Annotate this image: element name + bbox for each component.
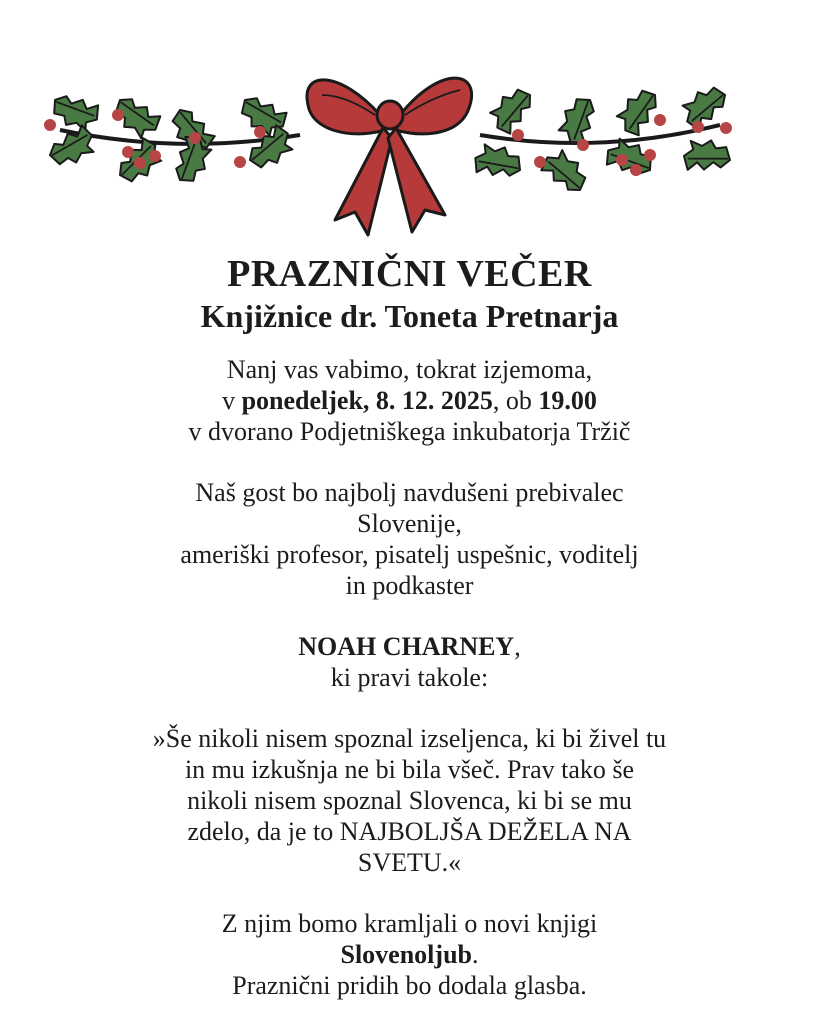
- page-subtitle: Knjižnice dr. Toneta Pretnarja: [200, 298, 619, 334]
- guest-intro-paragraph: [0, 477, 819, 601]
- invite-paragraph: [0, 354, 819, 447]
- closing-line: Z njim bomo kramljali o novi knjigi: [221, 909, 598, 938]
- quote-paragraph: [0, 723, 819, 878]
- invite-day: ponedeljek,: [241, 386, 370, 415]
- holly-garland-icon: [0, 60, 819, 240]
- invite-prefix: v: [222, 386, 242, 415]
- book-title: Slovenoljub: [340, 940, 472, 969]
- closing-line: Praznični pridih bo dodala glasba.: [232, 971, 587, 1000]
- quote-line: nikoli nisem spoznal Slovenca, ki bi se mu: [187, 786, 632, 815]
- invite-venue: v dvorano Podjetniškega inkubatorja Tržič: [188, 417, 631, 446]
- page-title: PRAZNIČNI VEČER: [227, 253, 592, 295]
- book-title-suffix: .: [472, 940, 479, 969]
- guest-intro-line: Naš gost bo najbolj navdušeni prebivalec: [195, 478, 624, 507]
- closing-paragraph: [0, 908, 819, 1001]
- guest-paragraph: [0, 631, 819, 693]
- guest-name-suffix: ,: [514, 632, 521, 661]
- guest-intro-line: in podkaster: [345, 571, 474, 600]
- book-title-line: [0, 939, 819, 970]
- red-bow-icon: [307, 78, 472, 235]
- guest-intro-line: ameriški profesor, pisatelj uspešnic, voditelj: [180, 540, 639, 569]
- quote-line: in mu izkušnja ne bi bila všeč. Prav tako še: [184, 755, 635, 784]
- quote-line: »Še nikoli nisem spoznal izseljenca, ki bi živel tu: [152, 724, 667, 753]
- invite-mid: , ob: [492, 386, 539, 415]
- invite-time: 19.00: [538, 386, 597, 415]
- invite-line: Nanj vas vabimo, tokrat izjemoma,: [226, 355, 593, 384]
- guest-intro-line: Slovenije,: [357, 509, 462, 538]
- guest-name-line: [0, 631, 819, 662]
- quote-line: zdelo, da je to NAJBOLJŠA DEŽELA NA: [187, 817, 632, 846]
- invite-date: 8. 12. 2025: [369, 386, 493, 415]
- guest-line: ki pravi takole:: [330, 663, 489, 692]
- invite-date-line: [0, 385, 819, 416]
- quote-line: SVETU.«: [357, 848, 462, 877]
- invitation-content: [0, 252, 819, 1001]
- guest-name: NOAH CHARNEY: [298, 632, 515, 661]
